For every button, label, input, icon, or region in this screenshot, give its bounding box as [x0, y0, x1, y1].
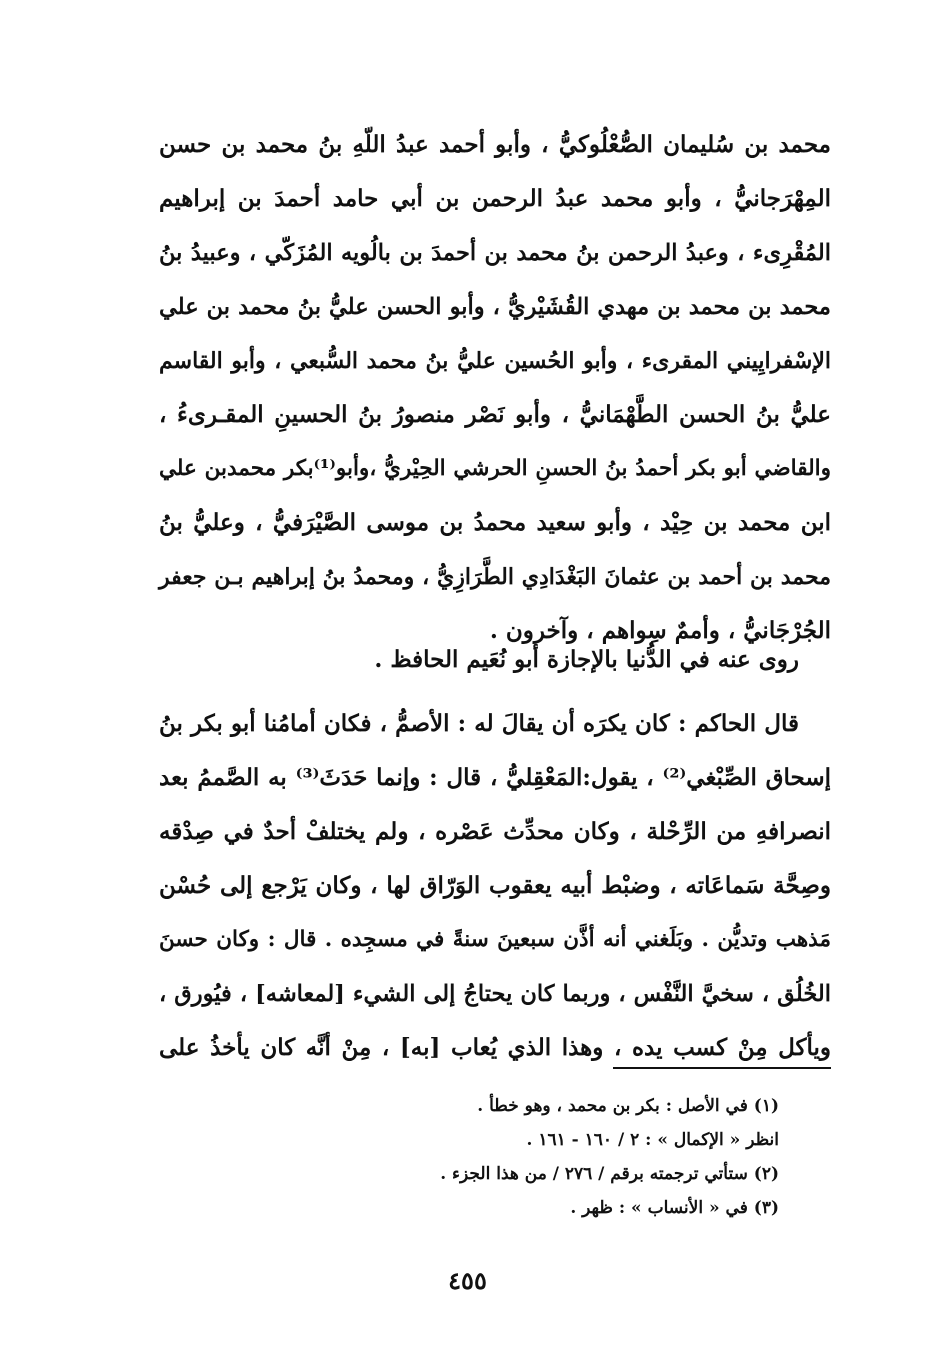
text-line: انصرافهِ من الرِّحْلة ، وكان محدِّث عَصْره ، ولم يختلفْ أحدٌ في صِدْقه [159, 818, 831, 845]
text-line: محمد بن محمد بن مهدي القُشَيْريُّ ، وأبو الحسن عليُّ بنُ محمد بن علي [159, 294, 831, 320]
text-line: محمد بن أحمد بن عثمانَ البَغْدَادِي الطَّرَازِيُّ ، ومحمدُ بنُ إبراهيم بـن جعفر [159, 564, 831, 590]
footnote-line: (٣) في « الأنساب » : ظهر . [570, 1198, 779, 1218]
footnote-line: (٢) ستأتي ترجمته برقم / ٢٧٦ / من هذا الجزء . [440, 1164, 779, 1184]
text-line: محمد بن سُليمان الصُّعْلُوكيُّ ، وأبو أحمد عبدُ اللّهِ بنُ محمد بن حسن [159, 131, 831, 158]
text-line: قال الحاكم : كان يكرَه أن يقالَ له : الأصمُّ ، فكان أمامُنا أبو بكر بنُ [159, 710, 799, 737]
text-line: والقاضي أبو بكر أحمدُ بنُ الحسنِ الحرشي الحِيْريُّ ،وأبو⁽¹⁾بكر محمدبن علي [159, 456, 831, 481]
text-line: ويأكل مِنْ كسب يده ، وهذا الذي يُعاب [به] ، مِنْ أنَّه كان يأخذُ على [159, 1034, 831, 1061]
text-line: الإسْفرايِيني المقرىء ، وأبو الحُسين عليُّ بنُ محمد السُّبعي ، وأبو القاسم [159, 348, 831, 374]
text-line: الجُرْجَانيُّ ، وأممٌ سِواهم ، وآخرون . [489, 617, 831, 644]
text-line: عليُّ بنُ الحسن الطَّهْمَانيُّ ، وأبو نَصْر منصورُ بنُ الحسينِ المقـرىءُ ، [159, 401, 831, 428]
paragraph-ijaza [159, 633, 831, 687]
text-line: وصِحَّة سَماعَاته ، وضبْط أبيه يعقوب الوَرّاق لها ، وكان يَرْجع إلى حُسْن [159, 872, 831, 899]
footnote-line: (١) في الأصل : بكر بن محمد ، وهو خطأ . [477, 1096, 779, 1116]
footnote-line: انظر « الإكمال » : ٢ / ١٦٠ - ١٦١ . [526, 1130, 779, 1150]
text-line: الخُلُق ، سخيَّ النَّفْس ، وربما كان يحتاجُ إلى الشيء [لمعاشه] ، فيُورق ، [159, 981, 831, 1007]
text-line: روى عنه في الدُّنيا بالإجازة أبو نُعَيم الحافظ . [374, 646, 799, 673]
text-line: المُقْرِىء ، وعبدُ الرحمن بنُ محمد بن أحمدَ بن بالُويه المُزَكّي ، وعبيدُ بنُ [159, 240, 831, 266]
paragraph-narrators [159, 118, 831, 658]
text-line: ابن محمد بن حِيْد ، وأبو سعيد محمدُ بن موسى الصَّيْرَفيُّ ، وعليُّ بنُ [159, 509, 831, 536]
text-line: مَذهب وتديُّن . وبَلَغني أنه أذَّن سبعينَ سنةً في مسجِده . قال : وكان حسنَ [159, 927, 831, 952]
paragraph-hakim-quote [159, 697, 831, 1075]
footnote-divider [613, 1067, 831, 1069]
footnotes [159, 1089, 779, 1225]
text-line: إسحاق الصِّبْغي⁽²⁾ ، يقول:المَعْقِليُّ ، قال : وإنما حَدَثَ⁽³⁾ به الصَّممُ بعد [159, 764, 831, 791]
text-line: المِهْرَجانيُّ ، وأبو محمد عبدُ الرحمن بن أبي حامد أحمدَ بن إبراهيم [159, 185, 831, 212]
page-number: ٤٥٥ [448, 1266, 487, 1295]
